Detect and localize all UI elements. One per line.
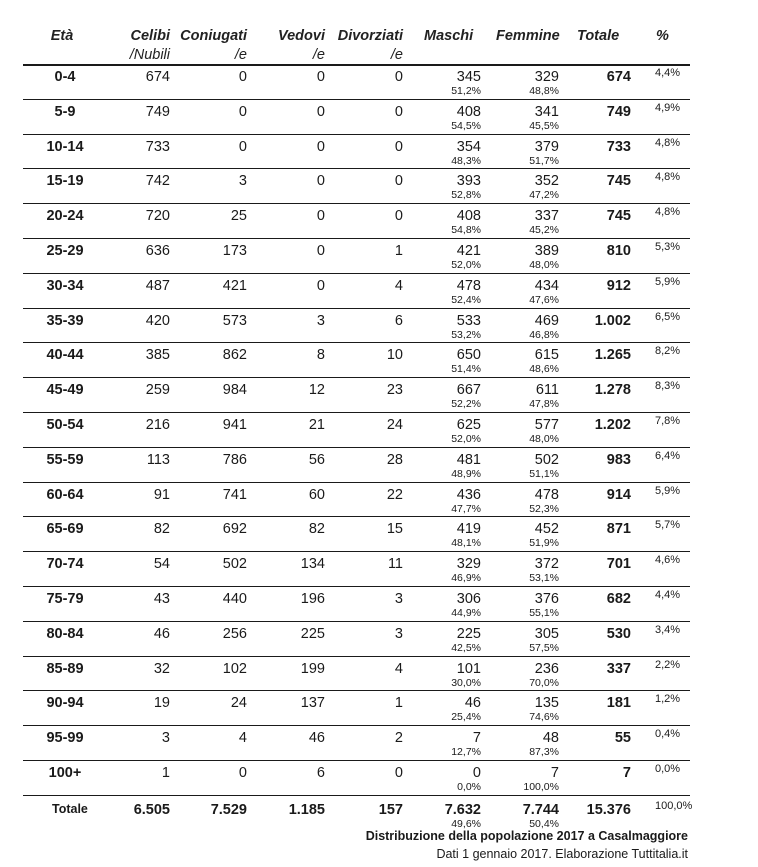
cell-femmine-pct: 48,8%: [529, 85, 559, 97]
cell-femmine-pct: 51,1%: [529, 468, 559, 480]
cell-divorziati: 15: [386, 521, 403, 537]
cell-maschi-pct: 12,7%: [451, 746, 481, 758]
cell-percent: 5,7%: [655, 519, 681, 531]
cell-divorziati: 6: [394, 313, 403, 329]
cell-divorziati: 0: [394, 208, 403, 224]
cell-eta: 95-99: [46, 730, 84, 746]
cell-femmine-pct: 47,8%: [529, 398, 559, 410]
total-maschi-pct: 49,6%: [451, 818, 481, 830]
cell-totale: 674: [606, 69, 631, 85]
cell-maschi-pct: 42,5%: [451, 642, 481, 654]
cell-maschi: 533: [456, 313, 481, 329]
cell-percent: 5,9%: [655, 485, 681, 497]
cell-femmine: 452: [534, 521, 559, 537]
cell-maschi: 306: [456, 591, 481, 607]
table-row: [0, 690, 758, 725]
cell-divorziati: 0: [394, 173, 403, 189]
cell-totale: 337: [606, 661, 631, 677]
cell-maschi-pct: 48,9%: [451, 468, 481, 480]
header-celibi: [130, 27, 170, 65]
cell-totale-label: Totale: [52, 802, 88, 816]
table-row: [0, 621, 758, 656]
table-row: [0, 377, 758, 412]
cell-vedovi: 199: [300, 661, 325, 677]
cell-femmine: 478: [534, 487, 559, 503]
table-row: [0, 412, 758, 447]
cell-percent: 4,4%: [655, 589, 681, 601]
cell-femmine-pct: 74,6%: [529, 711, 559, 723]
cell-percent: 4,8%: [655, 206, 681, 218]
cell-maschi-pct: 54,5%: [451, 120, 481, 132]
cell-maschi-pct: 48,3%: [451, 155, 481, 167]
cell-coniugati: 0: [238, 765, 247, 781]
cell-femmine-pct: 57,5%: [529, 642, 559, 654]
cell-totale: 55: [614, 730, 631, 746]
cell-maschi-pct: 51,4%: [451, 363, 481, 375]
table-row: [0, 551, 758, 586]
cell-maschi-pct: 52,0%: [451, 259, 481, 271]
total-cell-femmine: 7.744: [522, 802, 559, 818]
cell-femmine: 236: [534, 661, 559, 677]
header-coniugati: [180, 27, 247, 65]
header-vedovi-line2: /e: [312, 47, 325, 63]
cell-femmine: 7: [550, 765, 559, 781]
cell-vedovi: 3: [316, 313, 325, 329]
caption-title: Distribuzione della popolazione 2017 a Casalmaggiore: [365, 829, 688, 843]
cell-femmine-pct: 48,0%: [529, 433, 559, 445]
table-row: [0, 99, 758, 134]
cell-vedovi: 21: [308, 417, 325, 433]
cell-coniugati: 862: [222, 347, 247, 363]
cell-vedovi: 137: [300, 695, 325, 711]
cell-vedovi: 82: [308, 521, 325, 537]
header-divorziati-line1: Divorziati: [337, 28, 403, 44]
cell-vedovi: 0: [316, 278, 325, 294]
cell-percent: 5,9%: [655, 276, 681, 288]
cell-maschi: 625: [456, 417, 481, 433]
cell-femmine: 389: [534, 243, 559, 259]
cell-maschi: 7: [472, 730, 481, 746]
cell-femmine: 135: [534, 695, 559, 711]
cell-celibi: 749: [145, 104, 170, 120]
cell-percent: 4,8%: [655, 171, 681, 183]
header-vedovi-line1: Vedovi: [277, 28, 325, 44]
cell-divorziati: 28: [386, 452, 403, 468]
cell-celibi: 82: [153, 521, 170, 537]
cell-femmine-pct: 52,3%: [529, 503, 559, 515]
table-row: [0, 238, 758, 273]
cell-maschi: 46: [464, 695, 481, 711]
cell-maschi: 478: [456, 278, 481, 294]
cell-eta: 30-34: [46, 278, 84, 294]
cell-coniugati: 692: [222, 521, 247, 537]
cell-divorziati: 3: [394, 591, 403, 607]
cell-femmine-pct: 47,2%: [529, 189, 559, 201]
total-cell-divorziati: 157: [378, 802, 403, 818]
cell-vedovi: 56: [308, 452, 325, 468]
cell-percent: 4,9%: [655, 102, 681, 114]
cell-vedovi: 196: [300, 591, 325, 607]
cell-percent: 0,0%: [655, 763, 681, 775]
cell-femmine: 434: [534, 278, 559, 294]
header-eta: Età: [50, 28, 74, 44]
cell-femmine-pct: 70,0%: [529, 677, 559, 689]
cell-vedovi: 12: [308, 382, 325, 398]
table-row: [0, 203, 758, 238]
cell-eta: 80-84: [46, 626, 84, 642]
table-row: [0, 725, 758, 760]
cell-femmine: 379: [534, 139, 559, 155]
cell-vedovi: 0: [316, 69, 325, 85]
cell-percent: 7,8%: [655, 415, 681, 427]
cell-eta: 35-39: [46, 313, 84, 329]
header-coniugati-line1: Coniugati: [180, 28, 247, 44]
cell-celibi: 216: [145, 417, 170, 433]
cell-divorziati: 0: [394, 139, 403, 155]
total-cell-celibi: 6.505: [133, 802, 170, 818]
cell-femmine: 372: [534, 556, 559, 572]
cell-femmine-pct: 51,9%: [529, 537, 559, 549]
cell-totale: 1.202: [594, 417, 631, 433]
cell-femmine: 615: [534, 347, 559, 363]
cell-coniugati: 984: [222, 382, 247, 398]
cell-divorziati: 0: [394, 104, 403, 120]
cell-coniugati: 0: [238, 104, 247, 120]
cell-celibi: 43: [153, 591, 170, 607]
cell-maschi-pct: 54,8%: [451, 224, 481, 236]
cell-eta: 10-14: [46, 139, 84, 155]
header-celibi-line1: Celibi: [130, 28, 170, 44]
cell-coniugati: 24: [230, 695, 247, 711]
cell-coniugati: 440: [222, 591, 247, 607]
cell-maschi: 481: [456, 452, 481, 468]
cell-vedovi: 46: [308, 730, 325, 746]
header-celibi-line2: /Nubili: [129, 47, 170, 63]
cell-divorziati: 2: [394, 730, 403, 746]
cell-totale: 745: [606, 173, 631, 189]
cell-divorziati: 24: [386, 417, 403, 433]
table-row: [0, 586, 758, 621]
header-percent: %: [656, 28, 669, 44]
cell-percent: 5,3%: [655, 241, 681, 253]
cell-divorziati: 0: [394, 69, 403, 85]
cell-femmine-pct: 53,1%: [529, 572, 559, 584]
table-row: [0, 134, 758, 169]
caption-source: Dati 1 gennaio 2017. Elaborazione Tuttitalia.it: [436, 847, 688, 861]
cell-femmine: 337: [534, 208, 559, 224]
cell-maschi-pct: 48,1%: [451, 537, 481, 549]
cell-vedovi: 134: [300, 556, 325, 572]
cell-femmine-pct: 55,1%: [529, 607, 559, 619]
cell-eta: 20-24: [46, 208, 84, 224]
row-divider: [23, 795, 690, 796]
cell-divorziati: 23: [386, 382, 403, 398]
cell-coniugati: 0: [238, 139, 247, 155]
total-cell-vedovi: 1.185: [288, 802, 325, 818]
cell-celibi: 32: [153, 661, 170, 677]
cell-coniugati: 741: [222, 487, 247, 503]
cell-percent: 2,2%: [655, 659, 681, 671]
cell-celibi: 19: [153, 695, 170, 711]
cell-percent: 0,4%: [655, 728, 681, 740]
cell-divorziati: 4: [394, 278, 403, 294]
cell-totale: 530: [606, 626, 631, 642]
cell-totale: 701: [606, 556, 631, 572]
cell-femmine-pct: 48,6%: [529, 363, 559, 375]
cell-vedovi: 0: [316, 243, 325, 259]
cell-percent: 4,4%: [655, 67, 681, 79]
cell-coniugati: 786: [222, 452, 247, 468]
cell-coniugati: 573: [222, 313, 247, 329]
cell-eta: 0-4: [54, 69, 76, 85]
cell-eta: 15-19: [46, 173, 84, 189]
cell-celibi: 733: [145, 139, 170, 155]
cell-percent: 3,4%: [655, 624, 681, 636]
cell-maschi: 667: [456, 382, 481, 398]
cell-maschi-pct: 46,9%: [451, 572, 481, 584]
cell-totale: 682: [606, 591, 631, 607]
cell-eta: 65-69: [46, 521, 84, 537]
header-divorziati-line2: /e: [390, 47, 403, 63]
total-cell-percent: 100,0%: [655, 800, 693, 812]
cell-maschi-pct: 0,0%: [457, 781, 481, 793]
cell-percent: 8,2%: [655, 345, 681, 357]
cell-totale: 181: [606, 695, 631, 711]
cell-celibi: 742: [145, 173, 170, 189]
cell-totale: 745: [606, 208, 631, 224]
cell-celibi: 113: [146, 452, 170, 468]
cell-totale: 733: [606, 139, 631, 155]
cell-divorziati: 3: [394, 626, 403, 642]
total-femmine-pct: 50,4%: [529, 818, 559, 830]
cell-vedovi: 8: [316, 347, 325, 363]
cell-percent: 6,4%: [655, 450, 681, 462]
cell-divorziati: 4: [394, 661, 403, 677]
cell-coniugati: 173: [222, 243, 247, 259]
cell-femmine: 469: [534, 313, 559, 329]
cell-maschi: 0: [472, 765, 481, 781]
cell-maschi-pct: 44,9%: [451, 607, 481, 619]
cell-coniugati: 102: [222, 661, 247, 677]
cell-totale: 914: [606, 487, 631, 503]
cell-maschi: 408: [456, 104, 481, 120]
cell-maschi-pct: 30,0%: [451, 677, 481, 689]
cell-femmine: 611: [535, 382, 559, 398]
cell-maschi-pct: 52,4%: [451, 294, 481, 306]
cell-femmine-pct: 87,3%: [529, 746, 559, 758]
cell-maschi-pct: 51,2%: [451, 85, 481, 97]
cell-totale: 7: [622, 765, 631, 781]
table-row: [0, 447, 758, 482]
cell-eta: 45-49: [46, 382, 84, 398]
cell-divorziati: 0: [394, 765, 403, 781]
cell-femmine: 352: [534, 173, 559, 189]
cell-femmine: 376: [534, 591, 559, 607]
totals-row: [0, 797, 758, 832]
cell-coniugati: 421: [222, 278, 247, 294]
cell-vedovi: 0: [316, 139, 325, 155]
cell-maschi: 408: [456, 208, 481, 224]
cell-totale: 810: [606, 243, 631, 259]
header-divorziati: [338, 27, 403, 65]
cell-femmine-pct: 46,8%: [529, 329, 559, 341]
cell-totale: 871: [606, 521, 631, 537]
cell-femmine: 305: [534, 626, 559, 642]
cell-vedovi: 0: [316, 208, 325, 224]
cell-percent: 4,8%: [655, 137, 681, 149]
total-cell-totale: 15.376: [586, 802, 631, 818]
cell-maschi: 650: [456, 347, 481, 363]
cell-totale: 749: [606, 104, 631, 120]
table-row: [0, 168, 758, 203]
cell-celibi: 720: [145, 208, 170, 224]
cell-maschi-pct: 52,0%: [451, 433, 481, 445]
table-row: [0, 273, 758, 308]
cell-femmine-pct: 51,7%: [529, 155, 559, 167]
cell-eta: 100+: [48, 765, 82, 781]
cell-femmine: 577: [534, 417, 559, 433]
cell-divorziati: 22: [386, 487, 403, 503]
cell-eta: 50-54: [46, 417, 84, 433]
header-maschi: Maschi: [424, 28, 474, 44]
cell-eta: 25-29: [46, 243, 84, 259]
cell-femmine: 502: [534, 452, 559, 468]
cell-maschi: 436: [456, 487, 481, 503]
cell-celibi: 1: [161, 765, 170, 781]
cell-percent: 1,2%: [655, 693, 681, 705]
header-totale: Totale: [577, 28, 620, 44]
cell-vedovi: 225: [300, 626, 325, 642]
cell-celibi: 487: [145, 278, 170, 294]
cell-femmine: 48: [542, 730, 559, 746]
cell-maschi: 225: [456, 626, 481, 642]
cell-coniugati: 25: [230, 208, 247, 224]
cell-femmine: 329: [534, 69, 559, 85]
cell-maschi: 329: [456, 556, 481, 572]
cell-eta: 75-79: [46, 591, 84, 607]
cell-vedovi: 60: [308, 487, 325, 503]
cell-celibi: 385: [145, 347, 170, 363]
cell-coniugati: 0: [238, 69, 247, 85]
cell-percent: 6,5%: [655, 311, 681, 323]
cell-maschi-pct: 52,8%: [451, 189, 481, 201]
cell-coniugati: 3: [238, 173, 247, 189]
cell-divorziati: 1: [394, 243, 403, 259]
cell-eta: 5-9: [54, 104, 76, 120]
cell-eta: 40-44: [46, 347, 84, 363]
cell-eta: 60-64: [46, 487, 84, 503]
cell-coniugati: 4: [238, 730, 247, 746]
cell-totale: 1.265: [594, 347, 631, 363]
table-row: [0, 308, 758, 343]
header-vedovi: [278, 27, 325, 65]
cell-maschi: 345: [456, 69, 481, 85]
table-row: [0, 516, 758, 551]
cell-femmine-pct: 45,2%: [529, 224, 559, 236]
table-row: [0, 656, 758, 691]
header-coniugati-line2: /e: [234, 47, 247, 63]
total-cell-coniugati: 7.529: [210, 802, 247, 818]
cell-celibi: 259: [145, 382, 170, 398]
cell-totale: 1.002: [594, 313, 631, 329]
table-row: [0, 342, 758, 377]
table-row: [0, 760, 758, 795]
cell-divorziati: 10: [386, 347, 403, 363]
cell-celibi: 91: [153, 487, 170, 503]
cell-maschi: 421: [456, 243, 481, 259]
cell-femmine-pct: 100,0%: [523, 781, 559, 793]
cell-percent: 8,3%: [655, 380, 681, 392]
cell-eta: 55-59: [46, 452, 84, 468]
cell-celibi: 420: [145, 313, 170, 329]
cell-maschi: 393: [456, 173, 481, 189]
cell-totale: 912: [606, 278, 631, 294]
cell-celibi: 674: [145, 69, 170, 85]
cell-coniugati: 256: [222, 626, 247, 642]
cell-maschi: 101: [456, 661, 481, 677]
table-row: [0, 482, 758, 517]
cell-femmine-pct: 47,6%: [529, 294, 559, 306]
cell-coniugati: 941: [222, 417, 247, 433]
cell-divorziati: 11: [387, 556, 403, 572]
cell-maschi: 419: [456, 521, 481, 537]
cell-celibi: 54: [153, 556, 170, 572]
cell-eta: 90-94: [46, 695, 84, 711]
cell-celibi: 3: [161, 730, 170, 746]
cell-maschi-pct: 25,4%: [451, 711, 481, 723]
cell-vedovi: 0: [316, 104, 325, 120]
cell-eta: 70-74: [46, 556, 84, 572]
cell-vedovi: 0: [316, 173, 325, 189]
header-femmine: Femmine: [496, 28, 560, 44]
table-row: [0, 64, 758, 99]
cell-percent: 4,6%: [655, 554, 681, 566]
cell-celibi: 636: [145, 243, 170, 259]
cell-eta: 85-89: [46, 661, 84, 677]
cell-maschi-pct: 53,2%: [451, 329, 481, 341]
cell-vedovi: 6: [316, 765, 325, 781]
cell-coniugati: 502: [222, 556, 247, 572]
cell-totale: 983: [606, 452, 631, 468]
cell-femmine-pct: 45,5%: [529, 120, 559, 132]
cell-celibi: 46: [153, 626, 170, 642]
cell-totale: 1.278: [594, 382, 631, 398]
cell-divorziati: 1: [394, 695, 403, 711]
total-cell-maschi: 7.632: [444, 802, 481, 818]
cell-maschi: 354: [456, 139, 481, 155]
cell-femmine-pct: 48,0%: [529, 259, 559, 271]
cell-maschi-pct: 47,7%: [451, 503, 481, 515]
cell-maschi-pct: 52,2%: [451, 398, 481, 410]
cell-femmine: 341: [534, 104, 559, 120]
